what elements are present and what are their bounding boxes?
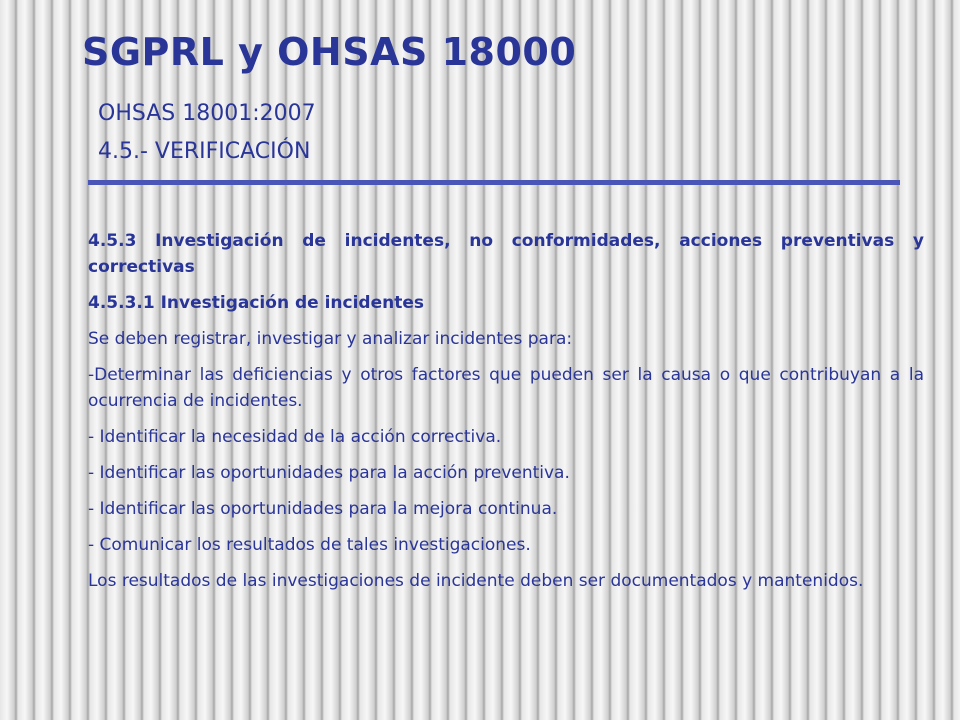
body-paragraph-intro: Se deben registrar, investigar y analizar incidentes para: xyxy=(88,329,573,349)
body-paragraph-conclusion: Los resultados de las investigaciones de incidente deben ser documentados y mantenidos. xyxy=(88,571,864,591)
body-paragraph-item: - Identificar las oportunidades para la mejora continua. xyxy=(88,499,558,519)
slide-subtitle-standard: OHSAS 18001:2007 xyxy=(98,101,316,126)
body-paragraph-item: - Identificar la necesidad de la acción correctiva. xyxy=(88,427,502,447)
title-divider xyxy=(88,180,900,185)
subsection-heading: 4.5.3.1 Investigación de incidentes xyxy=(88,293,424,313)
slide-title: SGPRL y OHSAS 18000 xyxy=(82,30,577,74)
body-paragraph-item: -Determinar las deficiencias y otros factores que pueden ser la causa o que contribuyan a la ocurrencia de incidentes. xyxy=(88,365,924,411)
slide-subtitle-section: 4.5.- VERIFICACIÓN xyxy=(98,139,311,164)
slide-body xyxy=(88,228,924,604)
body-paragraph-item: - Comunicar los resultados de tales investigaciones. xyxy=(88,535,531,555)
body-paragraph-item: - Identificar las oportunidades para la acción preventiva. xyxy=(88,463,570,483)
section-heading: 4.5.3 Investigación de incidentes, no conformidades, acciones preventivas y correctivas xyxy=(88,231,924,277)
